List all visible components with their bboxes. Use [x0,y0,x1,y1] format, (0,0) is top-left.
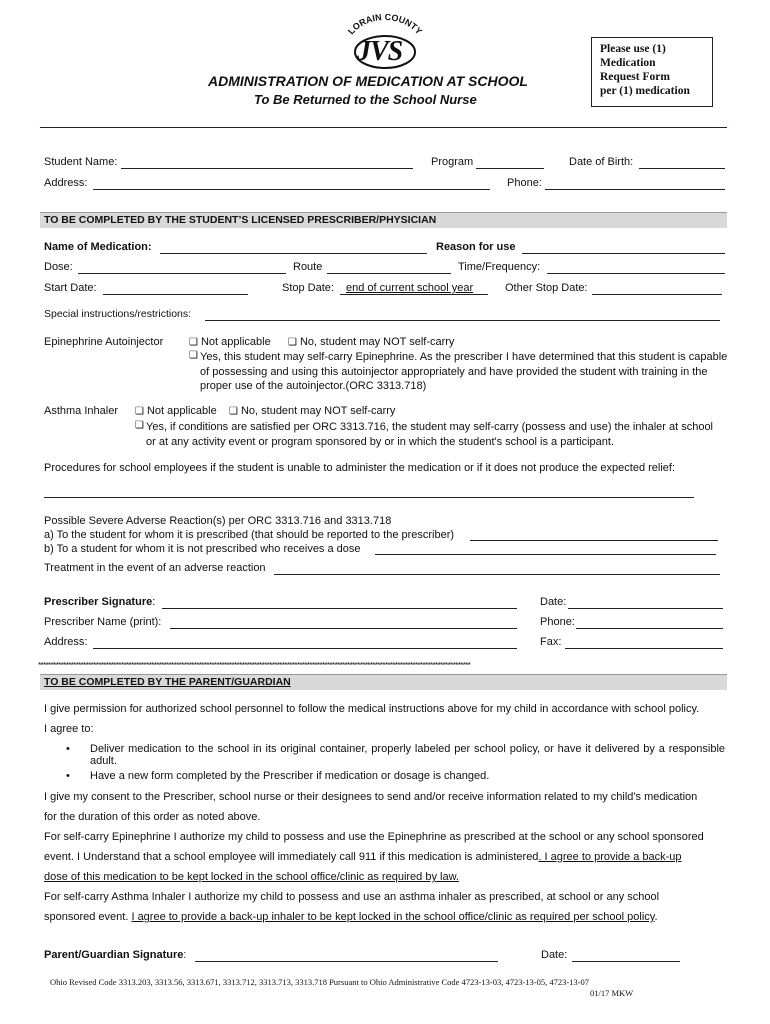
dob-label: Date of Birth: [569,156,634,168]
epi-authorization-line-1: For self-carry Epinephrine I authorize my child to possess and use the Epinephrine as prescribed at the school or any school sponsored [44,831,704,843]
asthma-option-yes-text: Yes, if conditions are satisfied per ORC 3313.716, the student may self-carry (possess and use) the inhaler at school or at any activity event or program sponsored by or in which the student's school is a participant. [146,421,714,448]
checkbox-icon[interactable]: ❏ [229,406,238,417]
footer-codes: Ohio Revised Code 3313.203, 3313.56, 3313.671, 3313.712, 3313.713, 3313.718 Pursuant to Ohio Administrative Code 4723-13-03, 4723-13-05, 4723-13-07 [50,977,590,987]
epi-authorization-text: event. I Understand that a school employee will immediately call 911 if this medication is administered [44,851,539,863]
prescriber-signature-colon: : [152,596,156,608]
asthma-period: . [654,911,658,923]
asthma-option-not-applicable[interactable] [135,405,217,417]
prescriber-section-header [40,212,727,228]
student-name-label: Student Name: [44,156,118,168]
adverse-reaction-b-field[interactable] [375,554,716,555]
checkbox-icon[interactable]: ❏ [288,337,297,348]
address-field[interactable] [93,189,490,190]
procedures-label: Procedures for school employees if the student is unable to administer the medication or if it does not produce the expected relief: [44,462,676,474]
epi-option-not-applicable[interactable] [189,336,271,348]
agree-to-label: I agree to: [44,723,94,735]
asthma-option-no[interactable] [229,405,395,417]
checkbox-icon[interactable]: ❏ [189,350,198,361]
parent-section-header [40,674,727,690]
checkbox-icon[interactable]: ❏ [189,337,198,348]
epinephrine-label: Epinephrine Autoinjector [44,336,164,348]
prescriber-name-label: Prescriber Name (print): [44,616,162,628]
route-field[interactable] [327,273,451,274]
route-label: Route [293,261,323,273]
epi-option-yes-text: Yes, this student may self-carry Epinephrine. As the prescriber I have determined that this student is capable of possessing and using this autoinjector appropriately and have provided the student with training in the proper use of the autoinjector.(ORC 3313.718) [200,351,728,392]
dob-field[interactable] [639,168,725,169]
notice-box [591,37,713,107]
phone-field[interactable] [545,189,725,190]
prescriber-phone-label: Phone: [540,616,575,628]
notice-line: per (1) medication [600,85,690,97]
consent-line-1: I give my consent to the Prescriber, school nurse or their designees to send and/or receive information related to my child's medication [44,791,698,803]
logo [335,14,435,72]
medication-name-label: Name of Medication: [44,241,152,253]
address-label: Address: [44,177,88,189]
epi-option-label: Not applicable [200,336,271,348]
student-name-field[interactable] [121,168,413,169]
dose-label: Dose: [44,261,73,273]
asthma-option-yes[interactable] [135,420,725,449]
prescriber-section-title: TO BE COMPLETED BY THE STUDENT’S LICENSED PRESCRIBER/PHYSICIAN [44,214,437,226]
svg-text:LORAIN COUNTY [346,14,424,36]
agreement-bullet-1: Deliver medication to the school in its original container, properly labeled per school policy, or have it delivered by a responsible adult. [90,743,725,767]
agreement-bullet-2: Have a new form completed by the Prescriber if medication or dosage is changed. [90,770,490,782]
prescriber-signature-field[interactable] [162,608,517,609]
stop-date-field [340,294,488,295]
consent-line-2: for the duration of this order as noted above. [44,811,261,823]
parent-signature-colon: : [183,949,187,961]
phone-label: Phone: [507,177,542,189]
treatment-field[interactable] [274,574,720,575]
epi-authorization-line-2 [44,851,682,863]
prescriber-name-field[interactable] [170,628,517,629]
program-label: Program [431,156,474,168]
prescriber-fax-field[interactable] [565,648,723,649]
epi-backup-text: . I agree to provide a back-up [538,851,682,863]
notice-line: Request Form [600,71,670,83]
adverse-reaction-a-field[interactable] [470,540,718,541]
other-stop-date-field[interactable] [592,294,722,295]
form-subtitle: To Be Returned to the School Nurse [254,92,477,107]
adverse-reaction-a-label: a) To the student for whom it is prescribed (that should be reported to the prescriber) [44,529,455,541]
dose-field[interactable] [78,273,286,274]
parent-date-field[interactable] [572,961,680,962]
prescriber-fax-label: Fax: [540,636,562,648]
medication-name-field[interactable] [160,253,427,254]
parent-signature-text: Parent/Guardian Signature [44,949,184,961]
asthma-inhaler-label: Asthma Inhaler [44,405,118,417]
program-field[interactable] [476,168,544,169]
checkbox-icon[interactable]: ❏ [135,420,144,431]
asthma-option-label: No, student may NOT self-carry [240,405,396,417]
reason-field[interactable] [522,253,725,254]
asthma-backup-text: I agree to provide a back-up inhaler to be kept locked in the school office/clinic as required per school policy [131,911,655,923]
adverse-reaction-b-label: b) To a student for whom it is not prescribed who receives a dose [44,543,361,555]
special-instructions-field[interactable] [205,320,720,321]
header-divider [40,127,727,128]
logo-text: JVS [357,36,403,67]
prescriber-signature-label [44,596,155,608]
bullet-icon: • [66,770,70,782]
adverse-reactions-heading: Possible Severe Adverse Reaction(s) per ORC 3313.716 and 3313.718 [44,515,392,527]
stop-date-value[interactable]: end of current school year [346,282,474,294]
start-date-field[interactable] [103,294,248,295]
time-frequency-label: Time/Frequency: [458,261,541,273]
permission-text: I give permission for authorized school personnel to follow the medical instructions above for my child in accordance with school policy. [44,703,700,715]
parent-date-label: Date: [541,949,568,961]
epi-option-no[interactable] [288,336,454,348]
epi-authorization-line-3: dose of this medication to be kept locked in the school office/clinic as required by law. [44,871,459,883]
treatment-label: Treatment in the event of an adverse reaction [44,562,266,574]
form-title: ADMINISTRATION OF MEDICATION AT SCHOOL [208,73,528,89]
asthma-option-label: Not applicable [146,405,217,417]
footer-version: 01/17 MKW [590,988,634,998]
prescriber-phone-field[interactable] [576,628,723,629]
other-stop-date-label: Other Stop Date: [505,282,588,294]
prescriber-date-label: Date: [540,596,567,608]
special-instructions-label: Special instructions/restrictions: [44,308,192,320]
stop-date-label: Stop Date: [282,282,334,294]
epi-option-yes[interactable] [189,350,729,394]
parent-section-title: TO BE COMPLETED BY THE PARENT/GUARDIAN [44,676,291,688]
prescriber-date-field[interactable] [568,608,723,609]
epi-option-label: No, student may NOT self-carry [299,336,455,348]
start-date-label: Start Date: [44,282,97,294]
time-frequency-field[interactable] [547,273,725,274]
parent-signature-label [44,949,186,961]
prescriber-address-field[interactable] [93,648,517,649]
bullet-icon: • [66,743,70,755]
reason-label: Reason for use [436,241,516,253]
logo-arc-text: LORAIN COUNTY [345,14,425,37]
prescriber-address-label: Address: [44,636,88,648]
prescriber-signature-text: Prescriber Signature [44,596,153,608]
procedures-field[interactable] [44,497,694,498]
asthma-authorization-text: sponsored event. [44,911,129,923]
asthma-authorization-line-2 [44,911,658,923]
asthma-authorization-line-1: For self-carry Asthma Inhaler I authorize my child to possess and use an asthma inhaler as prescribed, at school or any school [44,891,660,903]
notice-line: Medication [600,57,656,69]
parent-signature-field[interactable] [195,961,498,962]
notice-line: Please use (1) [600,43,666,55]
checkbox-icon[interactable]: ❏ [135,406,144,417]
asterisk-divider: **************************************************************************************************************************************************************************** [38,661,471,670]
